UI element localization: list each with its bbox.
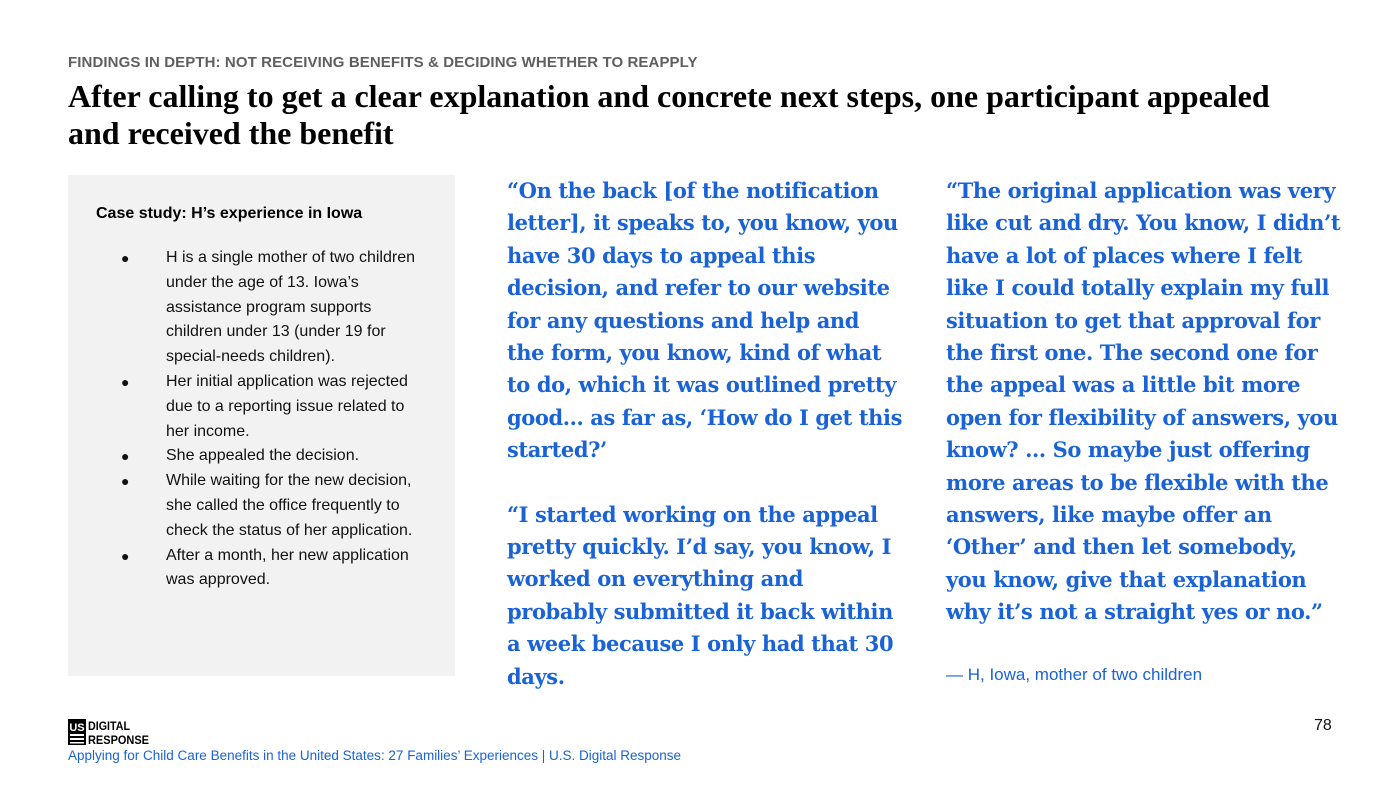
- bullet-icon: ●: [121, 373, 130, 390]
- quote-attribution: — H, Iowa, mother of two children: [946, 665, 1203, 684]
- quote-paragraph: “The original application was very like cut and dry. You know, I didn’t have a lot of places where I felt like I could totally explain my full situation to get that approval for the first one. The second one for the appeal was a little bit more open for flexibility of answers, you know? … So maybe just offering more areas to be flexible with the answers, like maybe offer an ‘Other’ and then let somebody, you know, give that explanation why it’s not a straight yes or no.”: [946, 178, 1341, 625]
- quote-column-middle: [507, 175, 902, 693]
- case-study-title: Case study: H’s experience in Iowa: [96, 205, 363, 222]
- quote-paragraph: “I started working on the appeal pretty quickly. I’d say, you know, I worked on everything and probably submitted it back within a week because I only had that 30 days.: [507, 501, 894, 689]
- logo-line-1: DIGITAL: [88, 719, 130, 733]
- case-study-panel: [68, 175, 455, 676]
- usdr-logo: [68, 719, 150, 745]
- bullet-icon: ●: [121, 547, 130, 564]
- page-title: After calling to get a clear explanation and concrete next steps, one participant appealed and received the benefit: [68, 78, 1270, 151]
- bullet-icon: ●: [121, 250, 130, 266]
- logo-line-2: RESPONSE: [88, 733, 149, 745]
- case-study-list: [121, 246, 426, 593]
- footer-citation: Applying for Child Care Benefits in the United States: 27 Families’ Experiences | U.S. Digital Response: [68, 748, 682, 763]
- list-item: [121, 246, 426, 370]
- list-item: [121, 469, 426, 543]
- quote-column-right: [946, 175, 1341, 629]
- list-item-text: H is a single mother of two children under the age of 13. Iowa’s assistance program supports children under 13 (under 19 for special-needs children).: [166, 249, 415, 366]
- bullet-icon: ●: [121, 448, 130, 465]
- list-item: [121, 370, 426, 444]
- page-number: 78: [1314, 717, 1332, 734]
- list-item-text: While waiting for the new decision, she called the office frequently to check the status of her application.: [166, 472, 413, 539]
- section-eyebrow: FINDINGS IN DEPTH: NOT RECEIVING BENEFITS & DECIDING WHETHER TO REAPPLY: [68, 54, 698, 71]
- list-item-text: She appealed the decision.: [166, 447, 360, 465]
- list-item-text: Her initial application was rejected due to a reporting issue related to her income.: [166, 372, 408, 440]
- bullet-icon: ●: [121, 473, 130, 490]
- list-item: [121, 444, 426, 469]
- quote-paragraph: “On the back [of the notification letter], it speaks to, you know, you have 30 days to appeal this decision, and refer to our website for any questions and help and the form, you know, kind of what to do, which it was outlined pretty good… as far as, ‘How do I get this started?’: [507, 178, 903, 463]
- list-item-text: After a month, her new application was approved.: [166, 546, 409, 589]
- list-item: [121, 544, 426, 594]
- logo-mark-text: US: [69, 722, 85, 734]
